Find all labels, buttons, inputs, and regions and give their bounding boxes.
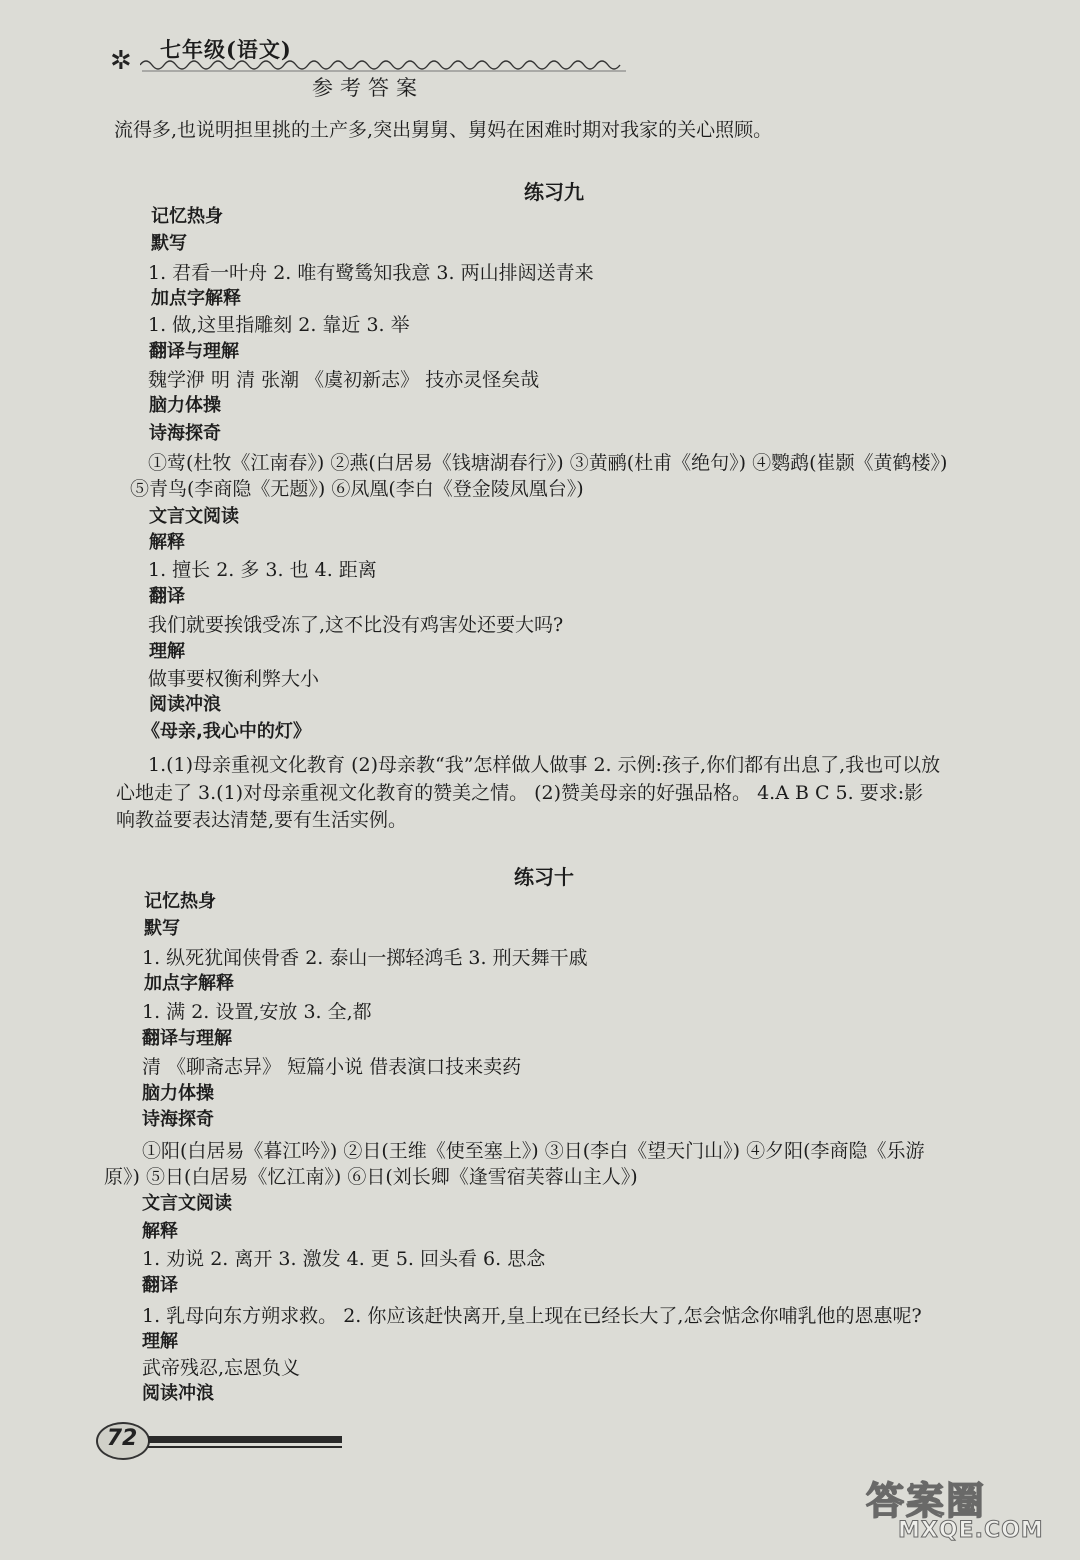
text-line: ①阳(白居易《暮江吟》) ②日(王维《使至塞上》) ③日(李白《望天门山》) ④夕阳(李商隐《乐游	[142, 1140, 925, 1162]
subheading: 理解	[149, 641, 185, 662]
text-line: ⑤青鸟(李商隐《无题》) ⑥凤凰(李白《登金陵凤凰台》)	[130, 478, 584, 500]
text-line: 魏学洢 明 清 张潮 《虞初新志》 技亦灵怪矣哉	[148, 369, 540, 391]
section-title: 练习九	[524, 180, 584, 204]
subheading: 诗海探奇	[142, 1109, 214, 1130]
subheading: 默写	[151, 233, 187, 254]
subheading: 解释	[149, 532, 185, 553]
subheading: 默写	[144, 918, 180, 939]
subheading: 加点字解释	[151, 288, 241, 309]
text-line: 1. 乳母向东方朔求救。 2. 你应该赶快离开,皇上现在已经长大了,怎会惦念你哺乳他的恩惠呢?	[142, 1305, 922, 1327]
text-line: 1. 做,这里指雕刻 2. 靠近 3. 举	[148, 314, 410, 336]
text-line: 我们就要挨饿受冻了,这不比没有鸡害处还要大吗?	[148, 614, 564, 636]
subheading: 解释	[142, 1221, 178, 1242]
subheading: 阅读冲浪	[149, 694, 221, 715]
text-line: 做事要权衡利弊大小	[148, 668, 320, 690]
footer-rule-thin	[148, 1446, 342, 1448]
grade-label: 七年级(语文)	[160, 37, 292, 62]
subheading: 理解	[142, 1331, 178, 1352]
reading-title: 《母亲,我心中的灯》	[142, 721, 311, 742]
subheading: 翻译	[142, 1275, 178, 1296]
text-line: 1. 纵死犹闻侠骨香 2. 泰山一掷轻鸿毛 3. 刑天舞干戚	[142, 947, 588, 969]
subheading: 阅读冲浪	[142, 1383, 214, 1404]
watermark	[858, 1470, 1058, 1550]
text-line: 原》) ⑤日(白居易《忆江南》) ⑥日(刘长卿《逢雪宿芙蓉山主人》)	[104, 1166, 638, 1188]
text-line: 武帝残忍,忘恩负义	[142, 1357, 301, 1379]
subheading: 文言文阅读	[142, 1193, 232, 1214]
subheading: 脑力体操	[142, 1083, 214, 1104]
subheading: 加点字解释	[144, 973, 234, 994]
subheading: 记忆热身	[151, 206, 223, 227]
flower-ornament-icon: ✲	[110, 46, 132, 76]
page-number-badge	[96, 1420, 356, 1460]
page-title: 参考答案	[312, 76, 424, 100]
watermark-logo: 答案圈	[866, 1479, 987, 1523]
text-line: 1. 满 2. 设置,安放 3. 全,都	[142, 1001, 372, 1023]
text-line: 清 《聊斋志异》 短篇小说 借表演口技来卖药	[142, 1056, 522, 1078]
text-line: 1. 劝说 2. 离开 3. 激发 4. 更 5. 回头看 6. 思念	[142, 1248, 546, 1270]
text-line: 响教益要表达清楚,要有生活实例。	[116, 809, 408, 831]
text-line: 1. 擅长 2. 多 3. 也 4. 距离	[148, 559, 377, 581]
footer-rule-thick	[148, 1436, 342, 1443]
subheading: 翻译与理解	[149, 341, 239, 362]
subheading: 脑力体操	[149, 395, 221, 416]
subheading: 文言文阅读	[149, 506, 239, 527]
subheading: 翻译与理解	[142, 1028, 232, 1049]
text-line: 流得多,也说明担里挑的土产多,突出舅舅、舅妈在困难时期对我家的关心照顾。	[114, 119, 773, 141]
subheading: 翻译	[149, 586, 185, 607]
watermark-url: MXQE.COM	[898, 1518, 1044, 1543]
subheading: 记忆热身	[144, 891, 216, 912]
text-line: 心地走了 3.(1)对母亲重视文化教育的赞美之情。 (2)赞美母亲的好强品格。 4.A B C 5. 要求:影	[116, 782, 924, 804]
subheading: 诗海探奇	[149, 423, 221, 444]
section-title: 练习十	[514, 865, 574, 889]
text-line: 1. 君看一叶舟 2. 唯有鹭鸶知我意 3. 两山排闼送青来	[148, 262, 594, 284]
text-line: 1.(1)母亲重视文化教育 (2)母亲教“我”怎样做人做事 2. 示例:孩子,你们都有出息了,我也可以放	[148, 754, 941, 776]
page-number: 72	[106, 1426, 138, 1451]
text-line: ①莺(杜牧《江南春》) ②燕(白居易《钱塘湖春行》) ③黄鹂(杜甫《绝句》) ④鹦鹉(崔颢《黄鹤楼》)	[148, 452, 948, 474]
